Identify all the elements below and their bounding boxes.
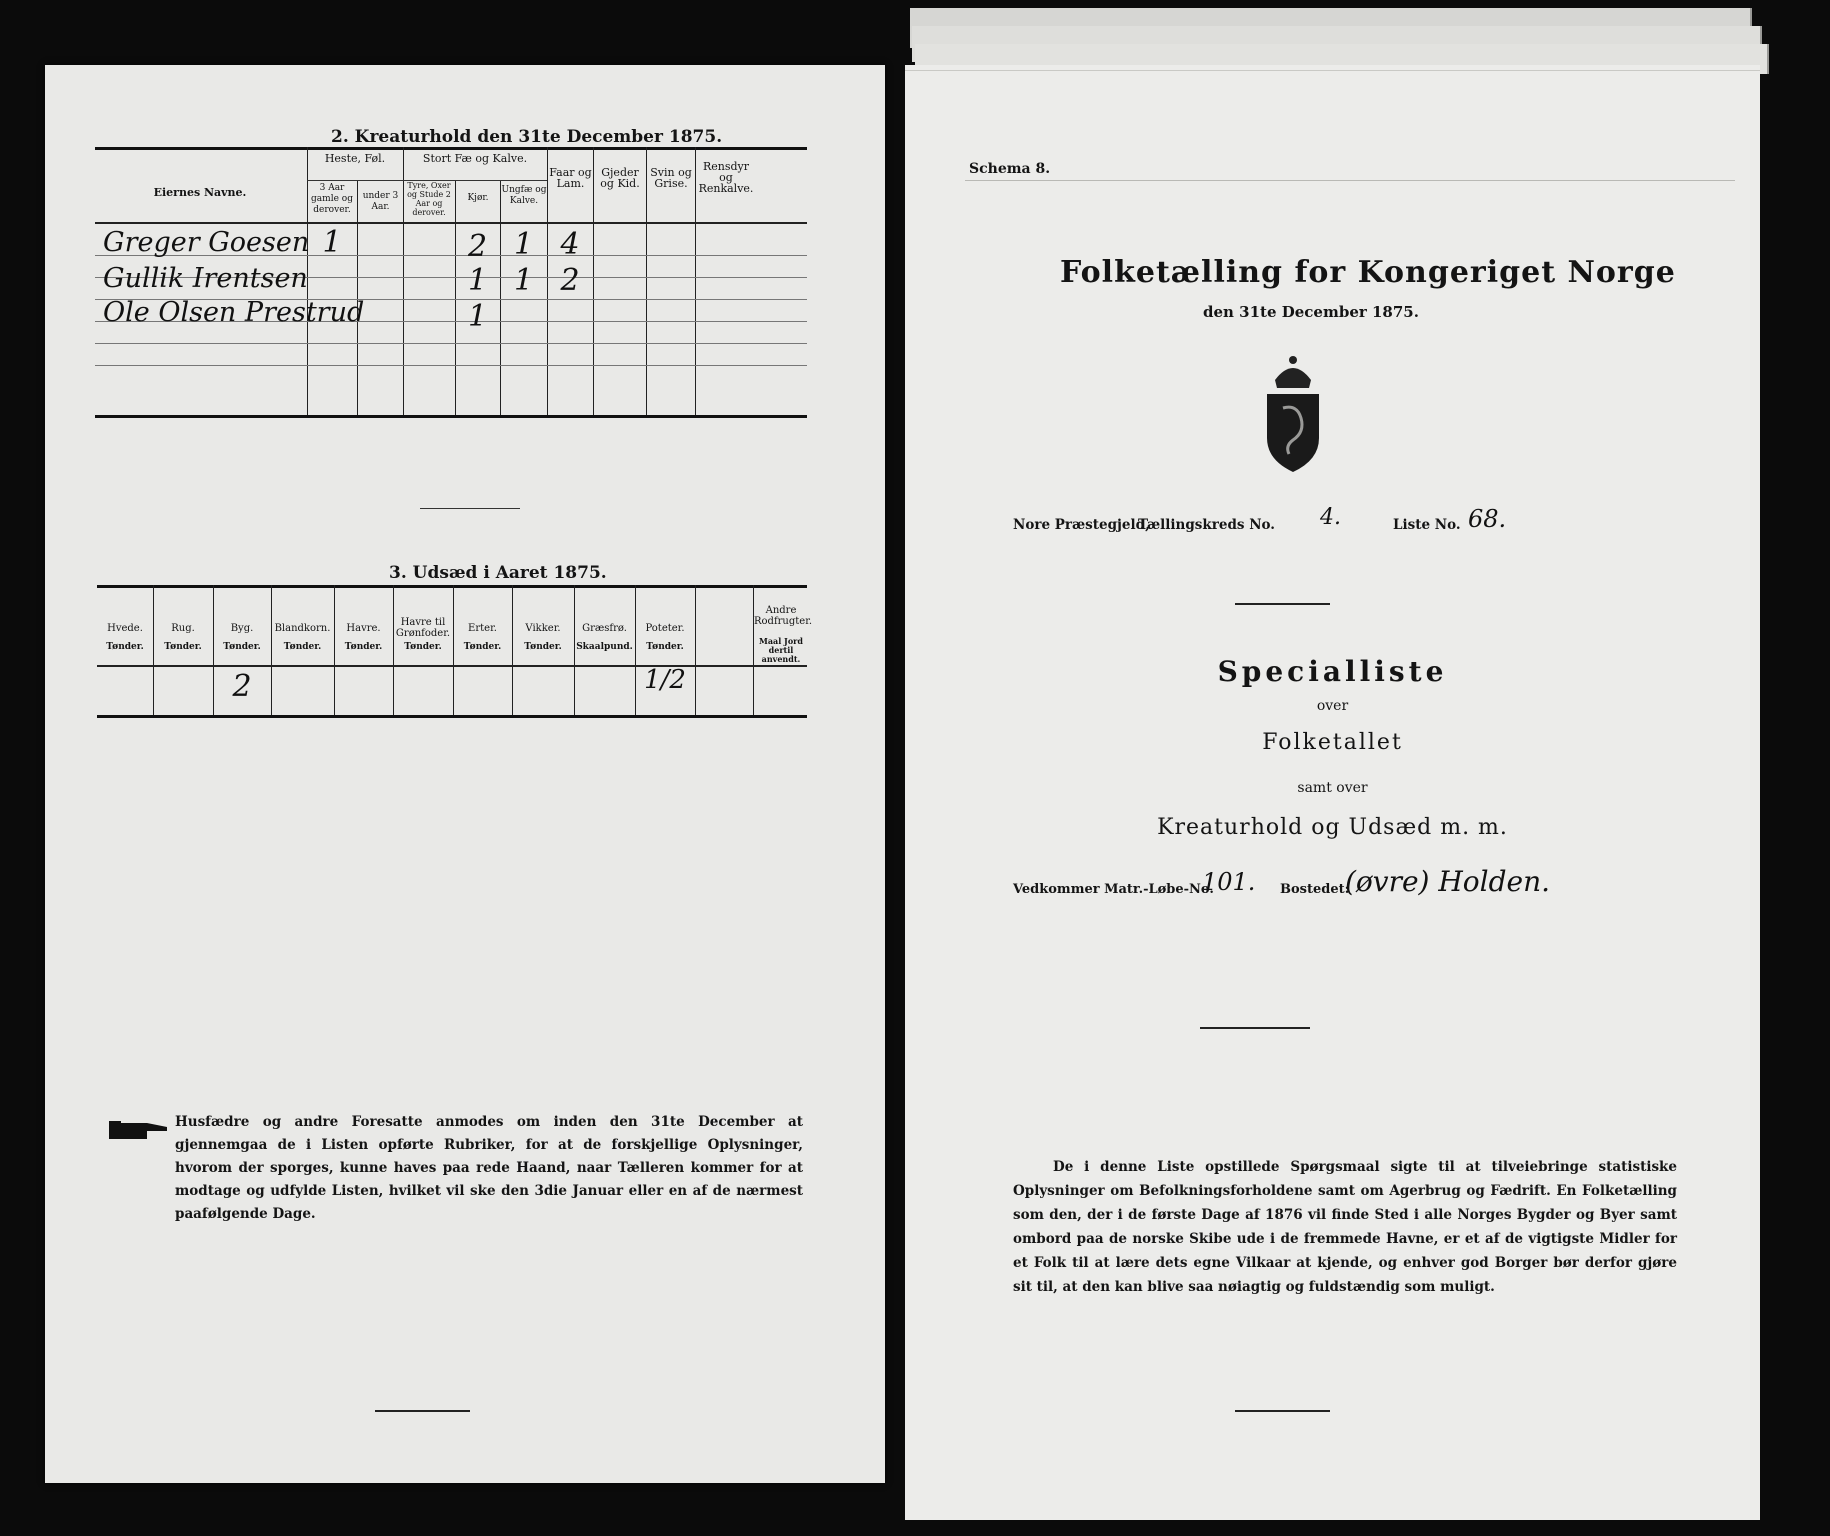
divider xyxy=(420,508,520,509)
table-cell-cows: 2 xyxy=(467,229,488,264)
census-district-label: Tællingskreds No. xyxy=(1138,517,1276,533)
table-cell-sheep: 4 xyxy=(560,227,580,262)
header-unit: Tønder. xyxy=(524,642,562,652)
header-unit: Tønder. xyxy=(463,642,502,652)
coat-of-arms-icon xyxy=(1253,348,1333,476)
header-unit: Tønder. xyxy=(646,642,684,652)
header-potatoes: Poteter. xyxy=(645,623,685,634)
header-young-cattle: Ungfæ og Kalve. xyxy=(501,185,547,206)
divider xyxy=(1235,603,1330,605)
pointing-hand-icon xyxy=(107,1117,171,1143)
table-cell-sheep: 2 xyxy=(560,263,580,298)
list-number: 68. xyxy=(1468,505,1507,533)
census-purpose-paragraph: De i denne Liste opstillede Spørgsmaal sigte til at tilveiebringe statistiske Oplysninger om Befolkningsforholdene samt om Agerbrug og Fædrift. En Folketælling som den, der i de første Dage af 1876 vil finde Sted i alle Norges Bygder og Byer samt ombord paa de norske Skibe ude i de fremmede Havne, er et af de vigtigste Midler for et Folk til at lære dets egne Vilkaar at kjende, og enhver god Borger bør derfor gjøre sit til, at den kan blive saa nøiagtig og fuldstændig som muligt. xyxy=(1013,1159,1677,1295)
header-barley: Byg. xyxy=(230,623,254,634)
header-unit: Tønder. xyxy=(223,642,261,652)
divider xyxy=(1200,1027,1310,1029)
section-2-title: 2. Kreaturhold den 31te December 1875. xyxy=(331,127,723,147)
header-bulls-oxen: Tyre, Oxer og Stude 2 Aar og derover. xyxy=(407,181,451,217)
header-unit: Tønder. xyxy=(404,642,442,652)
cadastral-number-label: Vedkommer Matr.-Løbe-No. xyxy=(1013,882,1214,897)
table-cell-young-cattle: 1 xyxy=(513,227,534,262)
header-horses-under-3: under 3 Aar. xyxy=(362,191,399,212)
census-date: den 31te December 1875. xyxy=(1203,303,1419,321)
table-row-name: Gullik Irentsen xyxy=(103,263,308,294)
header-peas: Erter. xyxy=(468,623,497,634)
header-rye: Rug. xyxy=(171,623,195,634)
cadastral-number: 101. xyxy=(1202,868,1256,896)
header-green-fodder-oats: Havre til Grønfoder. xyxy=(395,617,451,639)
residence-value: (øvre) Holden. xyxy=(1345,865,1551,898)
list-number-label: Liste No. xyxy=(1393,517,1461,533)
header-cows: Kjør. xyxy=(467,193,489,203)
table-row-name: Ole Olsen Prestrud xyxy=(103,297,365,328)
table-cell-horses: 1 xyxy=(322,225,342,260)
header-cattle: Stort Fæ og Kalve. xyxy=(422,152,528,165)
header-grass-seed: Græsfrø. xyxy=(582,623,627,634)
header-pigs: Svin og Grise. xyxy=(650,166,692,190)
table-cell-young-cattle: 1 xyxy=(513,263,534,298)
header-vetch: Vikker. xyxy=(525,623,561,634)
header-goats: Gjeder og Kid. xyxy=(600,166,640,190)
table-cell-potatoes: 1/2 xyxy=(644,665,686,695)
census-title: Folketælling for Kongeriget Norge xyxy=(1060,255,1676,290)
divider xyxy=(1235,1410,1330,1412)
header-horses: Heste, Føl. xyxy=(324,152,386,165)
header-unit: Maal Jord dertil anvendt. xyxy=(759,636,803,664)
header-oats: Havre. xyxy=(346,623,381,634)
table-cell-cows: 1 xyxy=(467,299,488,334)
left-page xyxy=(45,65,885,1483)
table-row-name: Greger Goesen xyxy=(103,227,310,258)
header-unit: Skaalpund. xyxy=(576,642,633,652)
livestock-sowing-heading: Kreaturhold og Udsæd m. m. xyxy=(1157,815,1508,840)
header-mixed-grain: Blandkorn. xyxy=(274,623,331,634)
right-page xyxy=(905,65,1760,1520)
header-reindeer: Rensdyr og Renkalve. xyxy=(698,160,754,195)
header-sheep: Faar og Lam. xyxy=(549,166,592,190)
samt-over-text: samt over xyxy=(1297,780,1368,796)
header-unit: Tønder. xyxy=(106,642,144,652)
header-other-root-crops: Andre Rodfrugter. xyxy=(754,605,813,627)
divider xyxy=(375,1410,470,1412)
header-owner-names: Eiernes Navne. xyxy=(153,186,247,199)
header-wheat: Hvede. xyxy=(107,623,143,634)
table-cell-cows: 1 xyxy=(467,263,488,298)
header-unit: Tønder. xyxy=(164,642,202,652)
instructions-notice: Husfædre og andre Foresatte anmodes om inden den 31te December at gjennemgaa de i Listen opførte Rubriker, for at de forskjellige Oplysninger, hvorom der sporges, kunne haves paa rede Haand, naar Tælleren kommer for at modtage og udfylde Listen, hvilket vil ske den 3die Januar eller en af de nærmest paafølgende Dage. xyxy=(175,1114,803,1222)
residence-label: Bostedet: xyxy=(1280,882,1350,897)
special-list-title: Specialliste xyxy=(1217,655,1448,688)
parish-label: Nore Præstegjeld, xyxy=(1013,517,1150,533)
schema-number: Schema 8. xyxy=(969,161,1051,177)
census-district-number: 4. xyxy=(1320,505,1341,530)
header-horses-3-years: 3 Aar gamle og derover. xyxy=(311,183,353,215)
table-cell-barley: 2 xyxy=(232,669,252,704)
section-3-title: 3. Udsæd i Aaret 1875. xyxy=(389,563,607,583)
header-unit: Tønder. xyxy=(283,642,322,652)
population-heading: Folketallet xyxy=(1262,730,1403,755)
over-text: over xyxy=(1316,698,1349,714)
header-unit: Tønder. xyxy=(344,642,383,652)
